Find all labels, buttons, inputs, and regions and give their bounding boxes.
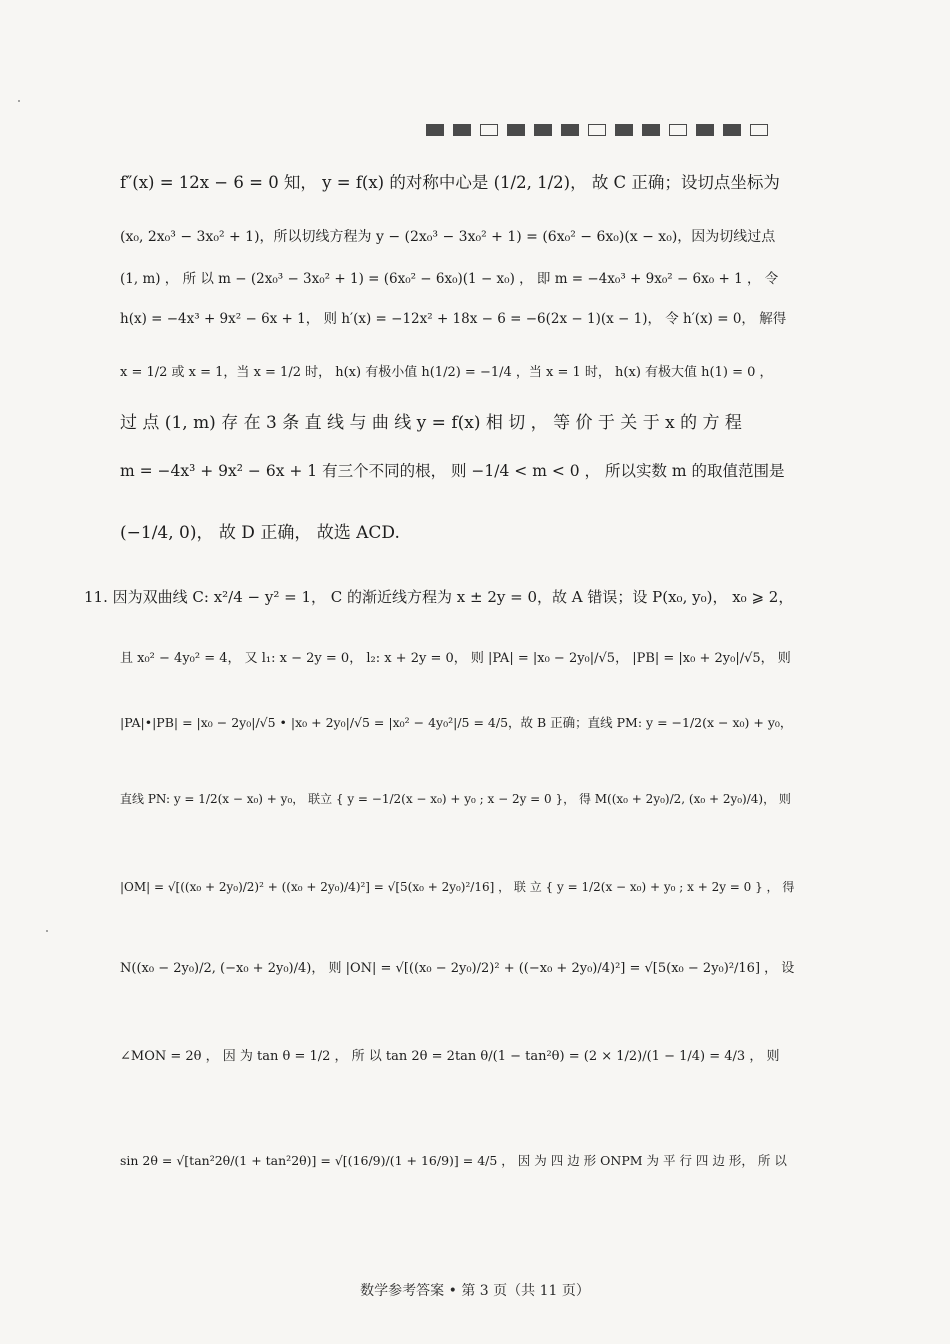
filled-square-mark bbox=[615, 124, 633, 136]
empty-square-mark bbox=[669, 124, 687, 136]
filled-square-mark bbox=[561, 124, 579, 136]
filled-square-mark bbox=[507, 124, 525, 136]
text-line: sin 2θ = √[tan²2θ/(1 + tan²2θ)] = √[(16/9)/(1 + 16/9)] = 4/5 ， 因 为 四 边 形 ONPM 为 平 行 四 边 形， 所 以 bbox=[120, 1153, 787, 1168]
problem-11-line: 11. 因为双曲线 C: x²/4 − y² = 1， C 的渐近线方程为 x ± 2y = 0，故 A 错误；设 P(x₀, y₀)， x₀ ⩾ 2， bbox=[84, 588, 794, 606]
text-line: m = −4x³ + 9x² − 6x + 1 有三个不同的根， 则 −1/4 < m < 0 ， 所以实数 m 的取值范围是 bbox=[120, 462, 785, 480]
empty-square-mark bbox=[588, 124, 606, 136]
text-line: |OM| = √[((x₀ + 2y₀)/2)² + ((x₀ + 2y₀)/4)²] = √[5(x₀ + 2y₀)²/16] ， 联 立 { y = 1/2(x − x₀) + y₀ ; x + 2y = 0 } ， 得 bbox=[120, 880, 795, 894]
text-line: h(x) = −4x³ + 9x² − 6x + 1， 则 h′(x) = −12x² + 18x − 6 = −6(2x − 1)(x − 1)， 令 h′(x) = 0， 解得 bbox=[120, 311, 787, 327]
text-line: f″(x) = 12x − 6 = 0 知， y = f(x) 的对称中心是 (1/2, 1/2)， 故 C 正确；设切点坐标为 bbox=[120, 173, 780, 192]
filled-square-mark bbox=[642, 124, 660, 136]
text-line: (−1/4, 0)， 故 D 正确， 故选 ACD. bbox=[120, 523, 400, 543]
text-line: 过 点 (1, m) 存 在 3 条 直 线 与 曲 线 y = f(x) 相 切 ， 等 价 于 关 于 x 的 方 程 bbox=[120, 413, 742, 433]
text-line: (x₀, 2x₀³ − 3x₀² + 1)，所以切线方程为 y − (2x₀³ − 3x₀² + 1) = (6x₀² − 6x₀)(x − x₀)，因为切线过点 bbox=[120, 229, 776, 245]
text-line: |PA|•|PB| = |x₀ − 2y₀|/√5 • |x₀ + 2y₀|/√5 = |x₀² − 4y₀²|/5 = 4/5，故 B 正确；直线 PM: y = −1/2(x − x₀) + y₀， bbox=[120, 715, 793, 730]
text-line: ∠MON = 2θ ， 因 为 tan θ = 1/2 ， 所 以 tan 2θ = 2tan θ/(1 − tan²θ) = (2 × 1/2)/(1 − 1/4) = 4/3 ， 则 bbox=[120, 1049, 780, 1064]
text-line: 且 x₀² − 4y₀² = 4， 又 l₁: x − 2y = 0， l₂: x + 2y = 0， 则 |PA| = |x₀ − 2y₀|/√5， |PB| = |x₀ + 2y₀|/√5， 则 bbox=[120, 651, 791, 666]
header-progress-marks bbox=[426, 124, 768, 136]
filled-square-mark bbox=[696, 124, 714, 136]
filled-square-mark bbox=[426, 124, 444, 136]
scan-speck bbox=[46, 930, 48, 932]
empty-square-mark bbox=[750, 124, 768, 136]
text-line: N((x₀ − 2y₀)/2, (−x₀ + 2y₀)/4)， 则 |ON| = √[((x₀ − 2y₀)/2)² + ((−x₀ + 2y₀)/4)²] = √[5(x₀ − 2y₀)²/16] ， 设 bbox=[120, 961, 795, 976]
filled-square-mark bbox=[723, 124, 741, 136]
text-line: (1, m) ， 所 以 m − (2x₀³ − 3x₀² + 1) = (6x₀² − 6x₀)(1 − x₀) ， 即 m = −4x₀³ + 9x₀² − 6x₀ + 1 ， 令 bbox=[120, 271, 779, 287]
text-line: 直线 PN: y = 1/2(x − x₀) + y₀， 联立 { y = −1/2(x − x₀) + y₀ ; x − 2y = 0 }， 得 M((x₀ + 2y₀)/2, (x₀ + 2y₀)/4)， 则 bbox=[120, 792, 791, 806]
page-footer: 数学参考答案 • 第 3 页（共 11 页） bbox=[360, 1283, 590, 1299]
empty-square-mark bbox=[480, 124, 498, 136]
filled-square-mark bbox=[453, 124, 471, 136]
filled-square-mark bbox=[534, 124, 552, 136]
scan-speck bbox=[18, 100, 20, 102]
text-line: x = 1/2 或 x = 1，当 x = 1/2 时， h(x) 有极小值 h(1/2) = −1/4 ，当 x = 1 时， h(x) 有极大值 h(1) = 0 ， bbox=[120, 365, 773, 380]
